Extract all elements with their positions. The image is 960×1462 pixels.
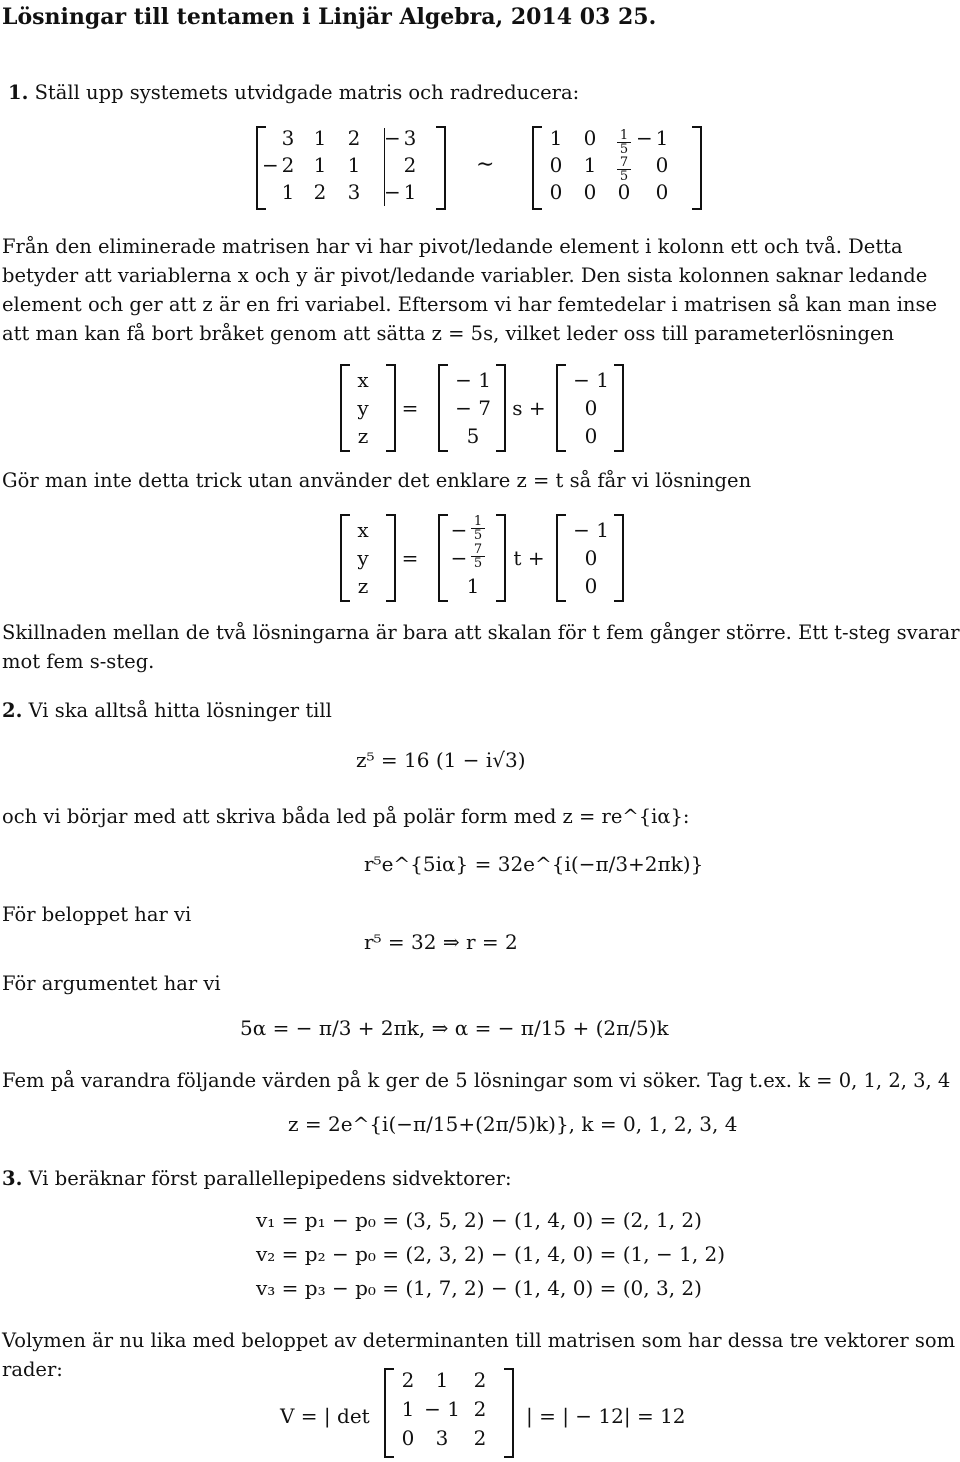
vector-entry: 0 — [584, 574, 598, 598]
matrix-cell: 0 — [549, 153, 563, 177]
equation-main: z⁵ = 16 (1 − i√3) — [356, 748, 526, 772]
matrix-cell: 0 — [655, 153, 669, 177]
fraction-one-fifth — [471, 515, 485, 542]
var-z: z — [357, 574, 369, 598]
matrix-cell: 2 — [281, 153, 295, 177]
vector-entry: 0 — [584, 424, 598, 448]
minus-sign: − — [262, 153, 279, 177]
parametric-solution-s — [340, 364, 630, 452]
matrix-cell: − 1 — [424, 1397, 460, 1421]
problem-3-number: 3. — [2, 1167, 23, 1190]
bracket-right — [496, 364, 506, 452]
equals-sign: = — [401, 546, 419, 570]
determinant-matrix — [384, 1368, 514, 1458]
matrix-cell: 1 — [403, 180, 417, 204]
matrix-cell: 3 — [281, 126, 295, 150]
vector-entry: 0 — [584, 546, 598, 570]
parameter-t: t + — [513, 546, 545, 570]
matrix-cell: 2 — [401, 1368, 415, 1392]
problem-2-heading-text: Vi ska alltså hitta lösninger till — [28, 699, 332, 722]
matrix-cell: 3 — [435, 1426, 449, 1450]
denominator: 5 — [473, 556, 483, 571]
numerator: 1 — [617, 129, 631, 143]
matrix-cell: 1 — [347, 153, 361, 177]
problem-3-heading — [2, 1164, 512, 1193]
paragraph-line: Fem på varandra följande värden på k ger de 5 lösningar som vi söker. Tag t.ex. k = 0, 1, 2, 3, 4 — [2, 1069, 951, 1092]
bracket-right — [614, 514, 624, 602]
matrix-cell: 1 — [281, 180, 295, 204]
vector-entry: 5 — [466, 424, 480, 448]
matrix-cell: 2 — [473, 1397, 487, 1421]
problem-2-number: 2. — [2, 699, 23, 722]
matrix-cell: 2 — [313, 180, 327, 204]
equals-sign: = — [401, 396, 419, 420]
minus-sign: − — [450, 546, 468, 570]
row-equivalence-symbol: ∼ — [476, 152, 495, 177]
matrix-cell: 1 — [549, 126, 563, 150]
matrix-cell: 1 — [313, 126, 327, 150]
matrix-cell: 1 — [655, 126, 669, 150]
minus-sign: − — [636, 126, 653, 150]
paragraph-line: och vi börjar med att skriva båda led på polär form med z = re^{iα}: — [2, 805, 690, 828]
parameter-s: s + — [512, 396, 546, 420]
matrix-cell: 1 — [435, 1368, 449, 1392]
vector-entry: − 1 — [455, 368, 491, 392]
denominator: 5 — [619, 169, 629, 184]
matrix-cell: 3 — [347, 180, 361, 204]
paragraph-line: mot fem s-steg. — [2, 650, 155, 673]
bracket-left — [556, 514, 566, 602]
paragraph-line: element och ger att z är en fri variabel. Eftersom vi har femtedelar i matrisen så kan man inse — [2, 293, 938, 316]
matrix-cell: 3 — [403, 126, 417, 150]
vector-v2: v₂ = p₂ − p₀ = (2, 3, 2) − (1, 4, 0) = (1, − 1, 2) — [256, 1242, 726, 1266]
paragraph-line: Gör man inte detta trick utan använder det enklare z = t så får vi lösningen — [2, 469, 752, 492]
augmented-matrix — [256, 126, 446, 210]
matrix-cell: 0 — [655, 180, 669, 204]
fraction-seven-fifths — [617, 156, 631, 183]
paragraph-line: betyder att variablerna x och y är pivot/ledande variabler. Den sista kolonnen saknar ledande — [2, 264, 928, 287]
vector-entry: − 7 — [455, 396, 491, 420]
matrix-cell: 2 — [473, 1368, 487, 1392]
numerator: 7 — [617, 156, 631, 170]
determinant-lhs: V = | det — [280, 1404, 370, 1428]
vector-v3: v₃ = p₃ − p₀ = (1, 7, 2) − (1, 4, 0) = (0, 3, 2) — [256, 1276, 702, 1300]
numerator: 7 — [471, 543, 485, 557]
label-magnitude: För beloppet har vi — [2, 903, 192, 926]
denominator: 5 — [619, 142, 629, 157]
bracket-left — [556, 364, 566, 452]
matrix-cell: 2 — [347, 126, 361, 150]
bracket-right — [496, 514, 506, 602]
matrix-cell: 0 — [549, 180, 563, 204]
paragraph-line: rader: — [2, 1358, 63, 1381]
determinant-rhs: | = | − 12| = 12 — [526, 1404, 686, 1428]
label-argument: För argumentet har vi — [2, 972, 221, 995]
page-title: Lösningar till tentamen i Linjär Algebra, 2014 03 25. — [2, 4, 657, 30]
vector-entry: 1 — [466, 574, 480, 598]
denominator: 5 — [473, 528, 483, 543]
matrix-cell: 0 — [617, 180, 631, 204]
bracket-left — [438, 364, 448, 452]
matrix-cell: 2 — [473, 1426, 487, 1450]
paragraph-line: Skillnaden mellan de två lösningarna är bara att skalan för t fem gånger större. Ett t-steg svarar — [2, 621, 960, 644]
minus-sign: − — [384, 126, 401, 150]
problem-1-number: 1. — [8, 81, 29, 104]
problem-3-heading-text: Vi beräknar först parallellepipedens sidvektorer: — [28, 1167, 512, 1190]
matrix-cell: 1 — [313, 153, 327, 177]
matrix-cell: 1 — [583, 153, 597, 177]
vector-entry: − 1 — [573, 368, 609, 392]
equation-argument: 5α = − π/3 + 2πk, ⇒ α = − π/15 + (2π/5)k — [240, 1016, 669, 1040]
var-x: x — [357, 518, 369, 542]
minus-sign: − — [384, 180, 401, 204]
equation-solutions: z = 2e^{i(−π/15+(2π/5)k)}, k = 0, 1, 2, 3, 4 — [288, 1112, 738, 1136]
problem-1-heading — [8, 78, 579, 107]
fraction-one-fifth — [617, 129, 631, 156]
vector-entry: 0 — [584, 396, 598, 420]
parametric-solution-t — [340, 514, 630, 602]
matrix-cell: 0 — [583, 126, 597, 150]
vector-entry: − 1 — [573, 518, 609, 542]
var-x: x — [357, 368, 369, 392]
matrix-cell: 0 — [401, 1426, 415, 1450]
matrix-cell: 0 — [583, 180, 597, 204]
bracket-right — [504, 1368, 514, 1458]
equation-magnitude: r⁵ = 32 ⇒ r = 2 — [364, 930, 518, 954]
vector-v1: v₁ = p₁ − p₀ = (3, 5, 2) − (1, 4, 0) = (2, 1, 2) — [256, 1208, 702, 1232]
problem-1-heading-text: Ställ upp systemets utvidgade matris och radreducera: — [34, 81, 580, 104]
paragraph-line: Volymen är nu lika med beloppet av determinanten till matrisen som har dessa tre vektorer som — [2, 1329, 956, 1352]
equation-polar: r⁵e^{5iα} = 32e^{i(−π/3+2πk)} — [364, 852, 704, 876]
var-z: z — [357, 424, 369, 448]
bracket-right — [692, 126, 702, 210]
var-y: y — [357, 546, 369, 570]
matrix-cell: 2 — [403, 153, 417, 177]
fraction-seven-fifths — [471, 543, 485, 570]
matrix-cell: 1 — [401, 1397, 415, 1421]
bracket-right — [436, 126, 446, 210]
bracket-right — [614, 364, 624, 452]
problem-2-heading — [2, 696, 332, 725]
numerator: 1 — [471, 515, 485, 529]
paragraph-line: att man kan få bort bråket genom att sätta z = 5s, vilket leder oss till parameterlösningen — [2, 322, 895, 345]
var-y: y — [357, 396, 369, 420]
minus-sign: − — [450, 518, 468, 542]
paragraph-line: Från den eliminerade matrisen har vi har pivot/ledande element i kolonn ett och två. Detta — [2, 235, 903, 258]
